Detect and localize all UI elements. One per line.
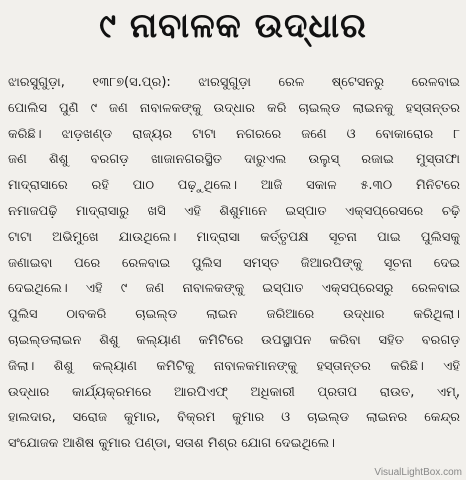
article-line: ଜଣାଇବା ପରେ ରେଳବାଇ ପୁଲିସ ସମସ୍ତ ଜିଆରପିଙ୍କୁ ସୂଚନା ଦେଇ xyxy=(8,255,460,271)
article-line: ଟାଟା ଅଭିମୁଖେ ଯାଉଥିଲେ। ମାଦ୍ରାସା କର୍ତ୍ତୃପକ୍ଷ ସୂଚନା ପାଇ ପୁଲିସକୁ xyxy=(8,229,460,245)
article-line: ଜଣ ଶିଶୁ ବରଗଡ଼ ଖାଜାନଗରସ୍ଥିତ ଦାରୁଏଲ ଉଲୁସ୍ ରଜାଇ ମୁସ୍ତାଫା xyxy=(8,152,460,168)
article-line: ହାଲଦାର, ସରୋଜ କୁମାର, ବିକ୍ରମ କୁମାର ଓ ଚାଇଲ୍ଡ ଲାଇନର କେନ୍ଦ୍ର xyxy=(8,410,460,426)
article-line: ଉଦ୍ଧାର କାର୍ଯ୍ୟକ୍ରମରେ ଆରପିଏଫ୍ ଅଧିକାରୀ ପ୍ରତାପ ରାଉତ, ଏମ୍, xyxy=(8,384,460,400)
article-line: କରିଛି। ଝାଡ଼ଖଣ୍ଡ ରାଜ୍ୟର ଟାଟା ନଗରରେ ଜଣେ ଓ ବୋକାରୋର ୮ xyxy=(8,126,460,142)
article-line: ନମାଜପଢ଼ି ମାଦ୍ରାସାରୁ ଖସି ଏହି ଶିଶୁମାନେ ଇସ୍ପାତ ଏକ୍ସପ୍ରେସରେ ଚଢ଼ି xyxy=(8,203,460,219)
article-line: ସଂଯୋଜକ ଆଶିଷ କୁମାର ପଣ୍ଡା, ସତାଶ ମିଶ୍ର ଯୋଗ ଦେଇଥିଲେ। xyxy=(8,436,335,452)
article-body xyxy=(8,70,460,457)
article-line: ଦେଇଥିଲେ। ଏହି ୯ ଜଣ ନାବାଳକଙ୍କୁ ଇସ୍ପାତ ଏକ୍ସପ୍ରେସରୁ ରେଳବାଇ xyxy=(8,281,460,297)
article-line: ପୋଲିସ ପୁଣି ୯ ଜଣ ନାବାଳକଙ୍କୁ ଉଦ୍ଧାର କରି ଚାଇଲ୍ଡ ଲାଇନକୁ ହସ୍ତାନ୍ତର xyxy=(8,100,460,116)
article-line: ଜିଲା। ଶିଶୁ କଲ୍ୟାଣ କମିଟିକୁ ନାବାଳକମାନଙ୍କୁ ହସ୍ତାନ୍ତର କରିଛି। ଏହି xyxy=(8,358,460,374)
article-line: ପୁଲିସ ଠାବକରି ଚାଇଲ୍ଡ ଲାଇନ ଜରିଆରେ ଉଦ୍ଧାର କରିଥିଲା। xyxy=(8,307,460,323)
headline: ୯ ନାବାଳକ ଉଦ୍ଧାର xyxy=(99,6,367,46)
article-line: ମାଦ୍ରାସାରେ ରହି ପାଠ ପଢ଼ୁଥିଲେ। ଆଜି ସକାଳ ୫.୩୦ ମିନିଟରେ xyxy=(8,178,460,194)
article-line: ଚାଇଲ୍ଡଲାଇନ ଶିଶୁ କଲ୍ୟାଣ କମିଟିରେ ଉପସ୍ଥାପନ କରିବା ସହିତ ବରଗଡ଼ xyxy=(8,332,460,348)
article-line: ଝାରସୁଗୁଡ଼ା, ୧୩୮୭(ସ.ପ୍ର): ଝାରସୁଗୁଡ଼ା ରେଳ ଷ୍ଟେସନରୁ ରେଳବାଇ xyxy=(8,75,460,90)
watermark: VisualLightBox.com xyxy=(374,467,462,478)
